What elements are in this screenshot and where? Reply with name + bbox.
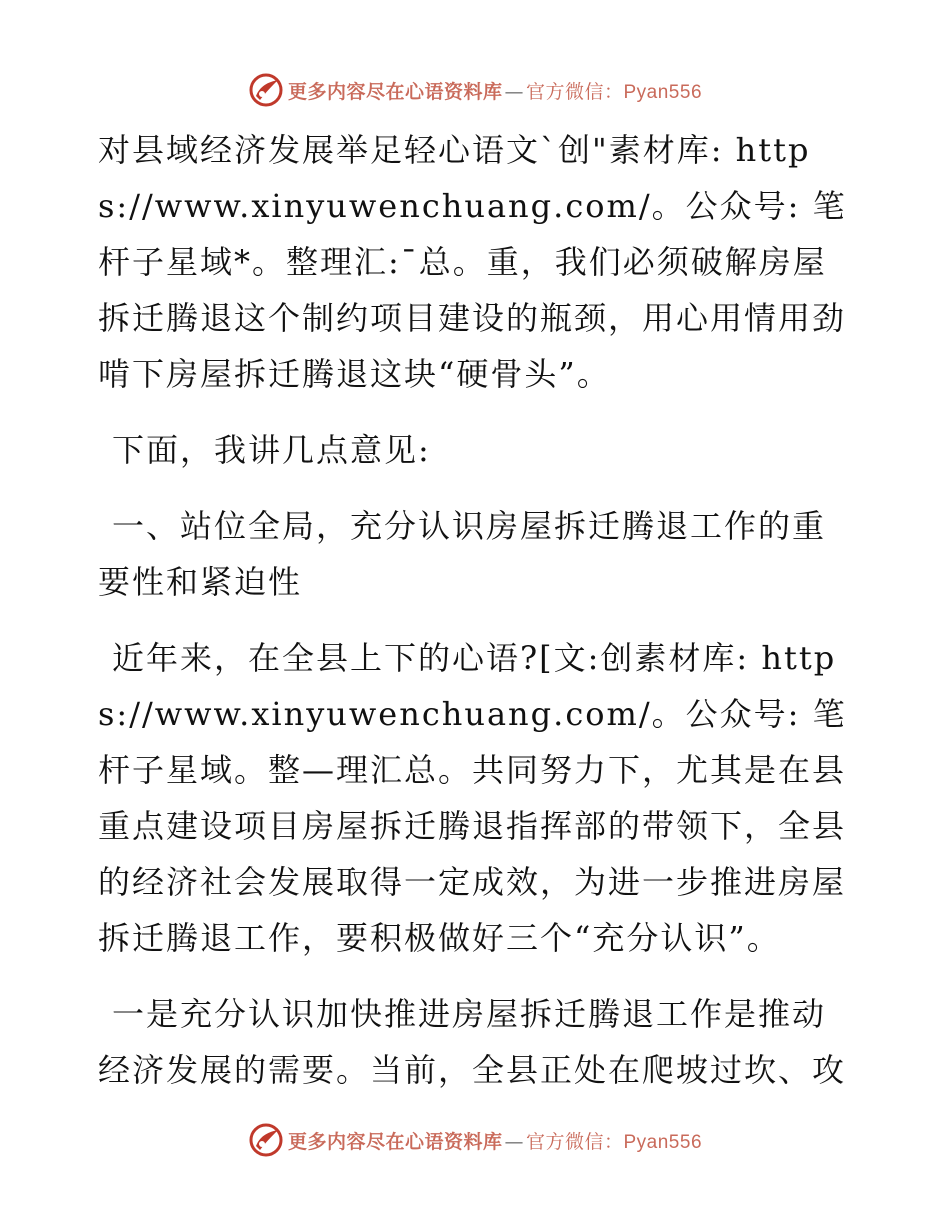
paragraph-3: 近年来，在全县上下的心语?[文:创素材库: https://www.xinyuwenchuang.com/。公众号: 笔杆子星域。整—理汇总。共同努力下，尤其是在县重点建设项目房屋拆迁腾退指挥部的带领下，全县的经济社会发展取得一定成效，为进一步推进房屋拆迁腾退工作，要积极做好三个“充分认识”。 (98, 639, 847, 957)
watermark-wechat-label: 官方微信： (525, 1130, 624, 1153)
watermark-wechat-label: 官方微信： (525, 80, 624, 103)
watermark-main: 更多内容尽在心语资料库 (287, 80, 503, 103)
watermark-text (288, 77, 702, 104)
paragraph-4: 一是充分认识加快推进房屋拆迁腾退工作是推动经济发展的需要。当前，全县正处在爬坡过坎、攻 (98, 995, 847, 1089)
paragraph-1: 对县域经济发展举足轻心语文`创"素材库: https://www.xinyuwenchuang.com/。公众号: 笔杆子星域*。整理汇:¯总。重，我们必须破解房屋拆迁腾退这个制约项目建设的瓶颈，用心用情用劲啃下房屋拆迁腾退这块“硬骨头”。 (98, 131, 847, 393)
watermark-text (288, 1127, 702, 1154)
brand-logo-icon (248, 72, 284, 108)
document-body (98, 122, 858, 1118)
watermark-wechat-id: Pyan556 (623, 1131, 703, 1153)
watermark-dash: — (504, 80, 524, 103)
watermark-wechat-id: Pyan556 (623, 81, 703, 103)
watermark-main: 更多内容尽在心语资料库 (287, 1130, 503, 1153)
paragraph-2: 下面，我讲几点意见: (112, 431, 431, 469)
footer-watermark (0, 1120, 950, 1160)
section-heading: 一、站位全局，充分认识房屋拆迁腾退工作的重要性和紧迫性 (98, 507, 827, 601)
watermark-dash: — (504, 1130, 524, 1153)
header-watermark (0, 70, 950, 110)
brand-logo-icon (248, 1122, 284, 1158)
